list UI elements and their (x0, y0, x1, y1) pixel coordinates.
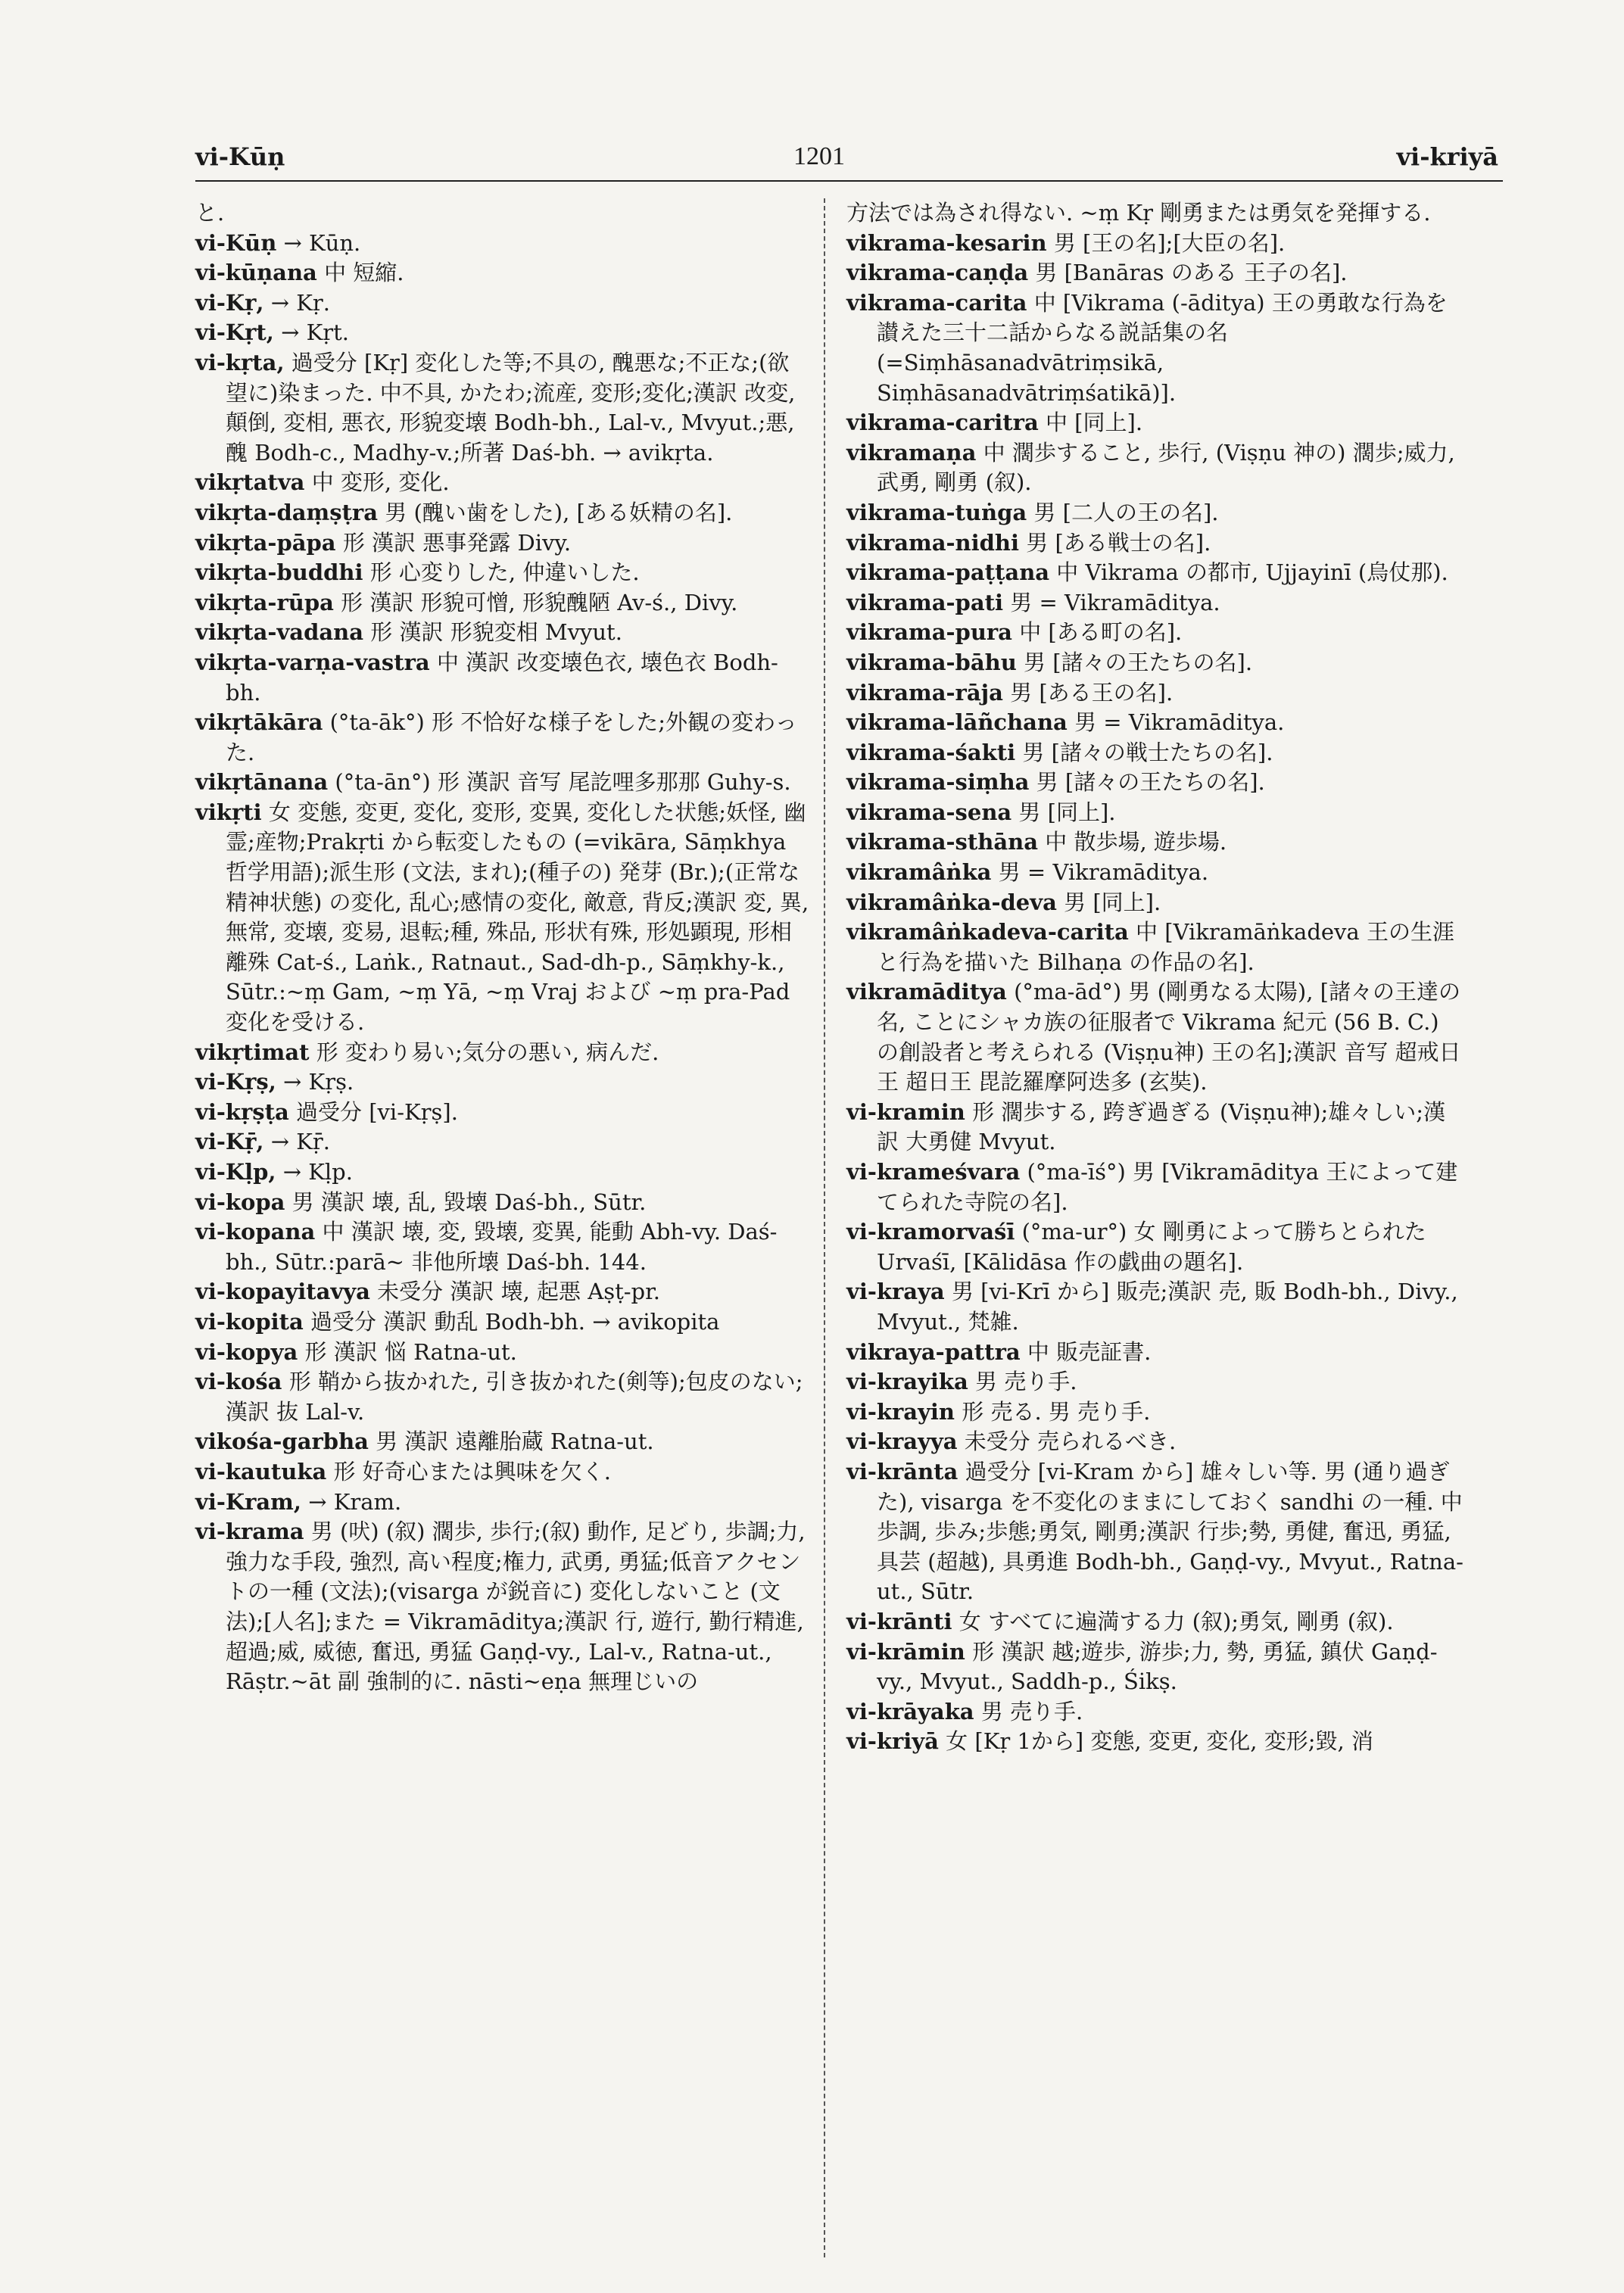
dictionary-entry (846, 498, 1467, 528)
headword: vi-Kṛ, (195, 289, 264, 316)
dictionary-entry (846, 258, 1467, 288)
headword: vikrama-caritra (846, 410, 1039, 436)
headword: vikṛta-varṇa-vastra (195, 649, 430, 675)
entry-body: 男 売り手. (975, 1369, 1077, 1395)
headword: vi-kopya (195, 1338, 298, 1365)
dictionary-entry (195, 468, 810, 498)
entry-body: 中 [Vikrama (-āditya) 王の勇敢な行為を讃えた三十二話からなる説話集の名 (=Siṃhāsanadvātriṃsikā, Siṃhāsanadvātriṃśatikā)]. (877, 289, 1448, 406)
dictionary-entry (846, 1397, 1467, 1428)
entry-body: (°ta-āk°) 形 不恰好な様子をした;外観の変わった. (226, 709, 797, 765)
headword: vikramâṅka (846, 859, 992, 886)
entry-body: → Kṛ. (270, 289, 330, 316)
dictionary-entry (846, 528, 1467, 559)
entry-body: → Kḷp. (282, 1159, 353, 1185)
entry-body: 女 すべてに遍満する力 (叙);勇気, 剛勇 (叙). (959, 1608, 1394, 1634)
headword: vikrama-pati (846, 589, 1004, 615)
dictionary-entry (195, 1098, 810, 1128)
entry-body: 中 漢訳 壊, 変, 毀壊, 変異, 能動 Abh-vy. Daś-bh., Sūtr.:parā~ 非他所壊 Daś-bh. 144. (226, 1219, 778, 1275)
entry-body: 男 漢訳 遠離胎蔵 Ratna-ut. (376, 1428, 654, 1455)
headword: vi-kramin (846, 1098, 965, 1125)
dictionary-entry (195, 1427, 810, 1457)
headword: vi-Kṛṣ, (195, 1069, 276, 1095)
headword: vikṛta-pāpa (195, 529, 336, 556)
dictionary-entry (195, 768, 810, 798)
headword: vikramâṅka-deva (846, 889, 1057, 915)
dictionary-entry (195, 528, 810, 559)
headword: vikrama-paṭṭana (846, 559, 1050, 586)
headword: vi-Kṛt, (195, 319, 274, 346)
entry-body: 男 漢訳 壊, 乱, 毀壊 Daś-bh., Sūtr. (291, 1189, 647, 1215)
dictionary-entry (195, 1157, 810, 1188)
headword: vikṛta-daṃṣṭra (195, 499, 379, 525)
headword: vikraya-pattra (846, 1338, 1021, 1365)
entry-body: 中 Vikrama の都市, Ujjayinī (烏仗那). (1056, 559, 1448, 586)
dictionary-entry (195, 1217, 810, 1277)
dictionary-entry (846, 588, 1467, 618)
dictionary-entry (846, 1157, 1467, 1217)
headword: vi-kopana (195, 1219, 316, 1245)
headword: vi-kopa (195, 1189, 285, 1215)
headword: vi-kautuka (195, 1458, 327, 1485)
entry-body: 男 [同上]. (1064, 889, 1161, 915)
entry-body: 男 [諸々の王たちの名]. (1036, 769, 1265, 796)
entry-body: 男 [ある戦士の名]. (1026, 529, 1211, 556)
entry-body: 形 漢訳 形貌変相 Mvyut. (370, 619, 622, 646)
dictionary-entry (846, 798, 1467, 828)
headword: vikrama-caṇḍa (846, 260, 1029, 286)
dictionary-entry (195, 1367, 810, 1427)
entry-body: 中 [Vikramāṅkadeva 王の生涯と行為を描いた Bilhaṇa の作品の名]. (877, 919, 1454, 975)
dictionary-entry (846, 1427, 1467, 1457)
entry-body: 中 短縮. (324, 260, 404, 286)
entry-body: 形 漢訳 悩 Ratna-ut. (304, 1338, 517, 1365)
headword: vi-krayika (846, 1369, 968, 1395)
headword: vikṛtānana (195, 769, 329, 796)
dictionary-entry (846, 408, 1467, 438)
entry-body: 男 [Banāras のある 王子の名]. (1035, 260, 1348, 286)
headword: vi-krāmin (846, 1638, 965, 1665)
entry-body: 形 濶歩する, 跨ぎ過ぎる (Viṣṇu神);雄々しい;漢訳 大勇健 Mvyut. (877, 1098, 1446, 1155)
headword: vi-krameśvara (846, 1159, 1021, 1185)
page-number: 1201 (793, 142, 845, 170)
dictionary-entry (846, 738, 1467, 768)
entry-body: 中 販売証書. (1027, 1338, 1152, 1365)
headword: vikramaṇa (846, 439, 977, 466)
headword: vikrama-bāhu (846, 649, 1017, 675)
dictionary-entry (846, 708, 1467, 738)
dictionary-entry (195, 1338, 810, 1368)
headword: vikrama-lāñchana (846, 709, 1068, 736)
dictionary-entry (846, 1697, 1467, 1728)
headword: vikrama-rāja (846, 679, 1003, 706)
headword: vi-kopayitavya (195, 1279, 370, 1305)
dictionary-entry (846, 1607, 1467, 1637)
dictionary-entry (195, 1127, 810, 1157)
entry-body: (°ta-ān°) 形 漢訳 音写 尾訖哩多那那 Guhy-s. (335, 769, 791, 796)
dictionary-entry (846, 618, 1467, 648)
entry-body: 中 [同上]. (1045, 410, 1143, 436)
dictionary-entry (846, 918, 1467, 977)
left-column (195, 198, 810, 1697)
headword: vi-kṛṣṭa (195, 1098, 289, 1125)
entry-body: 中 漢訳 改変壊色衣, 壊色衣 Bodh-bh. (226, 649, 778, 706)
dictionary-entry (195, 229, 810, 259)
dictionary-entry (846, 827, 1467, 858)
headword: vi-kūṇana (195, 260, 317, 286)
dictionary-entry (846, 1338, 1467, 1368)
headword: vikramâṅkadeva-carita (846, 919, 1129, 946)
headword: vikṛtākāra (195, 709, 323, 736)
entry-body: 形 好奇心または興味を欠く. (333, 1458, 611, 1485)
headword: vi-kramorvaśī (846, 1219, 1015, 1245)
dictionary-entry (195, 1188, 810, 1218)
headword: vikrama-pura (846, 619, 1012, 646)
dictionary-entry (195, 558, 810, 588)
dictionary-entry (846, 1217, 1467, 1277)
entry-body: 未受分 売られるべき. (964, 1428, 1177, 1455)
dictionary-entry (195, 588, 810, 618)
headword: vi-krānti (846, 1608, 952, 1634)
dictionary-entry (846, 977, 1467, 1097)
dictionary-entry (846, 198, 1467, 229)
entry-body: 過受分 [vi-Kram から] 雄々しい等. 男 (通り過ぎた), visarga を不変化のままにしておく sandhi の一種. 中 歩調, 歩み;歩態;勇気, 剛勇;漢訳 行歩;勢, 勇健, 奮迅, 勇猛, 具芸 (超越), 具勇進 Bodh-bh., Gaṇḍ-vy., Mvyut., Ratna-ut., Sūtr. (877, 1458, 1463, 1605)
dictionary-entry (846, 229, 1467, 259)
dictionary-entry (195, 1277, 810, 1307)
headword: vikṛta-buddhi (195, 559, 363, 586)
entry-body: 男 [同上]. (1018, 799, 1116, 825)
headword: vi-krāyaka (846, 1698, 974, 1724)
dictionary-entry (846, 438, 1467, 498)
dictionary-entry (195, 198, 810, 229)
headword: vi-Kūṇ (195, 229, 277, 256)
entry-body: 過受分 [Kṛ] 変化した等;不具の, 醜悪な;不正な;(欲望に)染まった. 中不具, かたわ;流産, 変形;変化;漢訳 改変, 顛倒, 変相, 悪衣, 形貌変壊 Bodh-bh., Lal-v., Mvyut.;悪, 醜 Bodh-c., Madhy-v.;所著 Daś-bh. → avikṛta. (226, 349, 796, 466)
entry-body: 男 = Vikramāditya. (1074, 709, 1285, 736)
dictionary-entry (195, 1517, 810, 1697)
entry-body: → Kṝ. (270, 1129, 330, 1155)
headword: vi-krayin (846, 1398, 955, 1425)
headword: vikṛtatva (195, 469, 305, 496)
dictionary-entry (846, 768, 1467, 798)
dictionary-entry (846, 1367, 1467, 1397)
dictionary-entry (846, 1098, 1467, 1157)
headword: vikrama-śakti (846, 739, 1016, 765)
headword: vi-kriyā (846, 1728, 939, 1755)
entry-body: 方法では為され得ない. ~ṃ Kṛ 剛勇または勇気を発揮する. (846, 200, 1431, 226)
entry-body: 形 変わり易い;気分の悪い, 病んだ. (316, 1039, 659, 1065)
dictionary-entry (195, 1038, 810, 1068)
entry-body: 未受分 漢訳 壊, 起悪 Aṣṭ-pr. (377, 1279, 661, 1305)
entry-body: 形 漢訳 越;遊歩, 游歩;力, 勢, 勇猛, 鎮伏 Gaṇḍ-vy., Mvyut., Saddh-p., Śikṣ. (877, 1638, 1438, 1695)
entry-body: 形 鞘から抜かれた, 引き抜かれた(剣等);包皮のない;漢訳 抜 Lal-v. (226, 1369, 803, 1425)
dictionary-entry (846, 1277, 1467, 1337)
entry-body: 形 売る. 男 売り手. (962, 1398, 1151, 1425)
dictionary-entry (195, 348, 810, 468)
dictionary-entry (846, 678, 1467, 709)
dictionary-entry (846, 1457, 1467, 1607)
entry-body: 男 [諸々の戦士たちの名]. (1022, 739, 1273, 765)
right-column (846, 198, 1467, 1757)
headword: vikrama-kesarin (846, 229, 1047, 256)
dictionary-entry (195, 708, 810, 768)
headword: vi-kośa (195, 1369, 282, 1395)
entry-body: 男 売り手. (980, 1698, 1083, 1724)
dictionary-entry (195, 1067, 810, 1098)
headword: vikrama-tuṅga (846, 499, 1027, 525)
entry-body: (°ma-ur°) 女 剛勇によって勝ちとられた Urvaśī, [Kālidāsa 作の戯曲の題名]. (877, 1219, 1426, 1275)
headword: vikṛta-rūpa (195, 589, 334, 615)
dictionary-entry (846, 648, 1467, 678)
entry-body: 男 (醜い歯をした), [ある妖精の名]. (385, 499, 733, 525)
dictionary-entry (195, 618, 810, 648)
headword: vi-kraya (846, 1279, 945, 1305)
running-head-left: vi-Kūṇ (195, 142, 285, 171)
entry-body: → Kṛṣ. (283, 1069, 354, 1095)
dictionary-entry (195, 1488, 810, 1518)
entry-body: 形 漢訳 形貌可憎, 形貌醜陋 Av-ś., Divy. (341, 589, 738, 615)
dictionary-entry (195, 1457, 810, 1488)
dictionary-entry (846, 858, 1467, 888)
headword: vi-kopita (195, 1308, 304, 1335)
dictionary-entry (195, 1307, 810, 1338)
entry-body: 男 [vi-Krī から] 販売;漢訳 売, 販 Bodh-bh., Divy., Mvyut., 梵雑. (877, 1279, 1458, 1335)
entry-body: 男 [ある王の名]. (1010, 679, 1174, 706)
headword: vikṛtimat (195, 1039, 310, 1065)
headword: vikrama-sena (846, 799, 1012, 825)
headword: vikrama-nidhi (846, 529, 1020, 556)
dictionary-entry (195, 318, 810, 348)
entry-body: 男 = Vikramāditya. (1010, 589, 1220, 615)
dictionary-entry (195, 288, 810, 319)
entry-body: → Kūṇ. (283, 229, 361, 256)
entry-body: 男 [諸々の王たちの名]. (1024, 649, 1253, 675)
headword: vi-Kram, (195, 1488, 301, 1515)
entry-body: → Kram. (308, 1488, 402, 1515)
entry-body: 中 変形, 変化. (311, 469, 450, 496)
headword: vikrama-siṃha (846, 769, 1030, 796)
headword: vikṛta-vadana (195, 619, 364, 646)
headword: vikramāditya (846, 979, 1007, 1005)
entry-body: 男 = Vikramāditya. (998, 859, 1209, 886)
header-rule (195, 180, 1503, 182)
entry-body: 女 [Kṛ 1から] 変態, 変更, 変化, 変形;毀, 消 (946, 1728, 1373, 1755)
dictionary-entry (846, 888, 1467, 918)
dictionary-entry (846, 1637, 1467, 1697)
entry-body: 過受分 漢訳 動乱 Bodh-bh. → avikopita (310, 1308, 720, 1335)
entry-body: 男 [王の名];[大臣の名]. (1053, 229, 1286, 256)
headword: vi-kṛta, (195, 349, 285, 375)
headword: vikrama-carita (846, 289, 1027, 316)
headword: vi-Kḷp, (195, 1159, 276, 1185)
entry-body: 過受分 [vi-Kṛṣ]. (296, 1098, 458, 1125)
headword: vi-Kṝ, (195, 1129, 264, 1155)
headword: vikośa-garbha (195, 1428, 369, 1455)
entry-body: 中 [ある町の名]. (1019, 619, 1183, 646)
entry-body: 中 散歩場, 遊歩場. (1045, 829, 1227, 855)
dictionary-entry (195, 648, 810, 708)
entry-body: 形 心変りした, 仲違いした. (369, 559, 640, 586)
headword: vi-krama (195, 1519, 304, 1545)
headword: vi-krānta (846, 1458, 959, 1485)
entry-body: 男 [二人の王の名]. (1033, 499, 1219, 525)
entry-body: (°ma-īś°) 男 [Vikramāditya 王によって建てられた寺院の名]. (877, 1159, 1458, 1215)
dictionary-entry (195, 498, 810, 528)
dictionary-entry (195, 258, 810, 288)
entry-body: と. (195, 200, 225, 226)
entry-body: 中 濶歩すること, 歩行, (Viṣṇu 神の) 濶歩;威力, 武勇, 剛勇 (叙). (877, 439, 1455, 496)
entry-body: 女 変態, 変更, 変化, 変形, 変異, 変化した状態;妖怪, 幽霊;産物;Prakṛti から転変したもの (=vikāra, Sāṃkhya 哲学用語);派生形 (文法, まれ);(種子の) 発芽 (Br.);(正常な精神状態) の変化, 乱心;感情の変化, 敵意, 背反;漢訳 変, 異, 無常, 変壊, 変易, 退転;種, 殊品, 形状有殊, 形処顕現, 形相離殊 Cat-ś., Laṅk., Ratnaut., Sad-dh-p., Sāṃkhy-k., Sūtr.:~ṃ Gam, ~ṃ Yā, ~ṃ Vraj および ~ṃ pra-Pad 変化を受ける. (226, 799, 809, 1036)
dictionary-entry (846, 1727, 1467, 1757)
headword: vikṛti (195, 799, 262, 825)
headword: vi-krayya (846, 1428, 958, 1455)
dictionary-entry (846, 288, 1467, 408)
column-divider (824, 198, 825, 2257)
entry-body: 形 漢訳 悪事発露 Divy. (342, 529, 572, 556)
dictionary-entry (846, 558, 1467, 588)
entry-body: 男 (吠) (叙) 濶歩, 歩行;(叙) 動作, 足どり, 歩調;力, 強力な手段, 強烈, 高い程度;権力, 武勇, 勇猛;低音アクセントの一種 (文法);(visarga が鋭音に) 変化しないこと (文法);[人名];また = Vikramāditya;漢訳 行, 遊行, 勤行精進, 超過;威, 威徳, 奮迅, 勇猛 Gaṇḍ-vy., Lal-v., Ratna-ut., Rāṣtr.~āt 副 強制的に. nāsti~eṇa 無理じいの (226, 1519, 806, 1695)
dictionary-entry (195, 798, 810, 1038)
entry-body: → Kṛt. (281, 319, 350, 346)
running-head-right: vi-kriyā (1396, 142, 1498, 171)
entry-body: (°ma-ād°) 男 (剛勇なる太陽), [諸々の王達の名, ことにシャカ族の征服者で Vikrama 紀元 (56 B. C.) の創設者と考えられる (Viṣṇu神) 王の名];漢訳 音写 超戒日王 超日王 毘訖羅摩阿迭多 (玄奘). (877, 979, 1461, 1095)
headword: vikrama-sthāna (846, 829, 1039, 855)
